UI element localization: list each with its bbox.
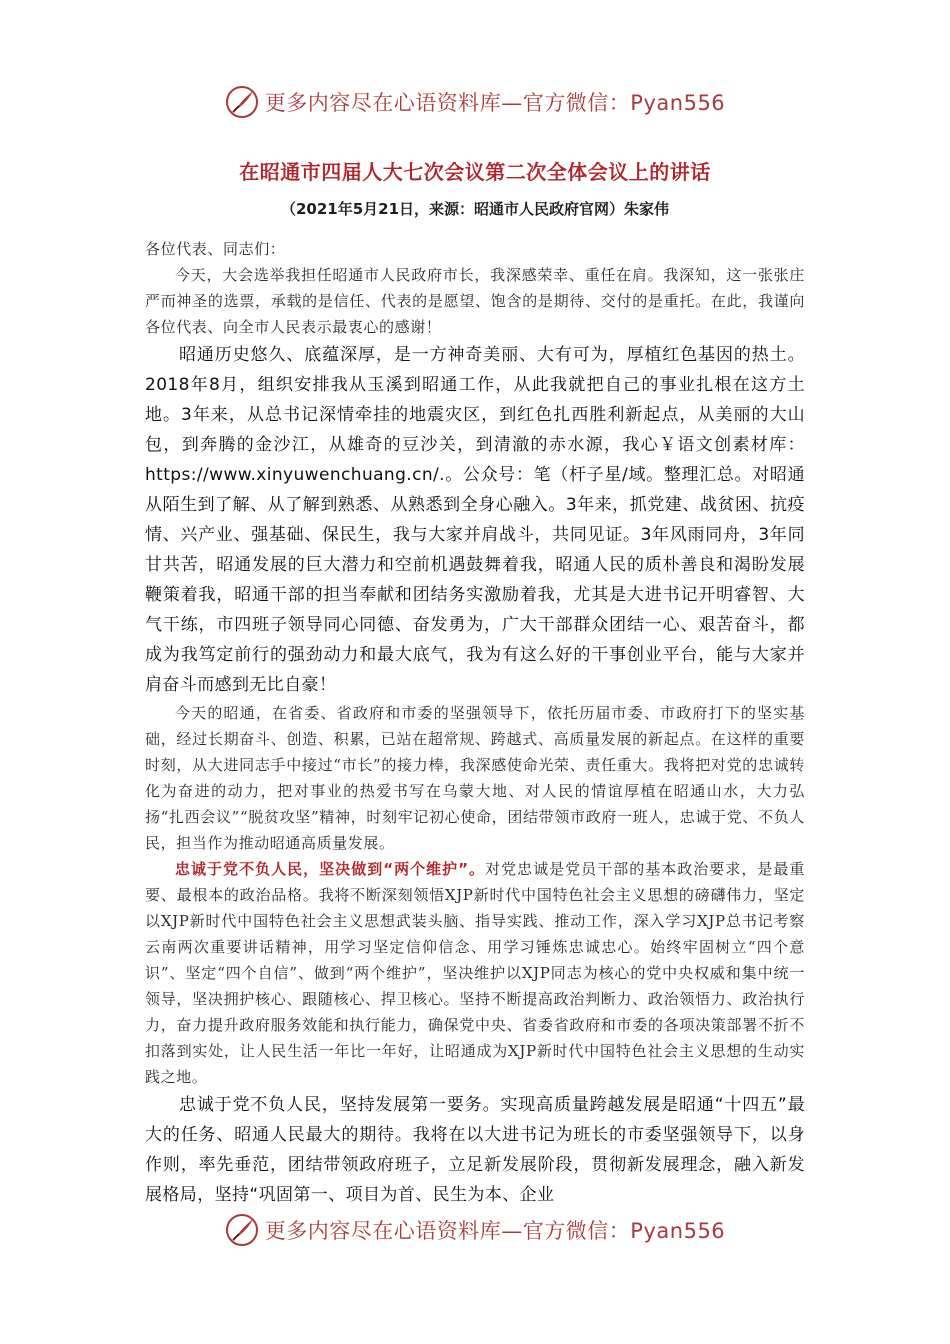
quill-logo-icon — [225, 85, 259, 119]
document-body — [145, 236, 805, 1210]
header-banner — [0, 82, 950, 122]
footer-banner — [0, 1210, 950, 1250]
paragraph-4 — [145, 856, 805, 1090]
paragraph-2: 昭通历史悠久、底蕴深厚，是一方神奇美丽、大有可为，厚植红色基因的热土。2018年8月，组织安排我从玉溪到昭通工作，从此我就把自己的事业扎根在这方土地。3年来，从总书记深情牵挂的地震灾区，到红色扎西胜利新起点，从美丽的大山包，到奔腾的金沙江，从雄奇的豆沙关，到清澈的赤水源，我心￥语文创素材库：https://www.xinyuwenchuang.cn/.。公众号：笔（杆子星/域。整理汇总。对昭通从陌生到了解、从了解到熟悉、从熟悉到全身心融入。3年来，抓党建、战贫困、抗疫情、兴产业、强基础、保民生，我与大家并肩战斗，共同见证。3年风雨同舟，3年同甘共苦，昭通发展的巨大潜力和空前机遇鼓舞着我，昭通人民的质朴善良和渴盼发展鞭策着我，昭通干部的担当奉献和团结务实激励着我，尤其是大进书记开明睿智、大气干练，市四班子领导同心同德、奋发勇为，广大干部群众团结一心、艰苦奋斗，都成为我笃定前行的强劲动力和最大底气，我为有这么好的干事创业平台，能与大家并肩奋斗而感到无比自豪！ — [145, 345, 805, 695]
paragraph-5: 忠诚于党不负人民，坚持发展第一要务。实现高质量跨越发展是昭通“十四五”最大的任务、昭通人民最大的期待。我将在以大进书记为班长的市委坚强领导下，以身作则，率先垂范，团结带领政府班子，立足新发展阶段，贯彻新发展理念，融入新发展格局，坚持“巩固第一、项目为首、民生为本、企业 — [145, 1095, 805, 1205]
paragraph-4-heading: 忠诚于党不负人民，坚决做到“两个维护”。 — [175, 860, 486, 878]
paragraph-1: 今天，大会选举我担任昭通市人民政府市长，我深感荣幸、重任在肩。我深知，这一张张庄严而神圣的选票，承载的是信任、代表的是愿望、饱含的是期待、交付的是重托。在此，我谨向各位代表、向全市人民表示最衷心的感谢！ — [145, 266, 805, 336]
paragraph-4-text: 对党忠诚是党员干部的基本政治要求，是最重要、最根本的政治品格。我将不断深刻领悟XJP新时代中国特色社会主义思想的磅礴伟力，坚定以XJP新时代中国特色社会主义思想武装头脑、指导实践、推动工作，深入学习XJP总书记考察云南两次重要讲话精神，用学习坚定信仰信念、用学习锤炼忠诚忠心。始终牢固树立“四个意识”、坚定“四个自信”、做到“两个维护”，坚决维护以XJP同志为核心的党中央权威和集中统一领导，坚决拥护核心、跟随核心、捍卫核心。坚持不断提高政治判断力、政治领悟力、政治执行力，奋力提升政府服务效能和执行能力，确保党中央、省委省政府和市委的各项决策部署不折不扣落到实处，让人民生活一年比一年好，让昭通成为XJP新时代中国特色社会主义思想的生动实践之地。 — [145, 860, 805, 1086]
header-banner-text: 更多内容尽在心语资料库—官方微信：Pyan556 — [264, 91, 726, 115]
salutation: 各位代表、同志们： — [145, 240, 286, 258]
footer-banner-text: 更多内容尽在心语资料库—官方微信：Pyan556 — [264, 1219, 726, 1243]
quill-logo-icon — [225, 1213, 259, 1247]
page-subtitle: （2021年5月21日，来源：昭通市人民政府官网）朱家伟 — [280, 200, 670, 218]
page-title: 在昭通市四届人大七次会议第二次全体会议上的讲话 — [239, 160, 711, 184]
paragraph-3: 今天的昭通，在省委、省政府和市委的坚强领导下，依托历届市委、市政府打下的坚实基础，经过长期奋斗、创造、积累，已站在超常规、跨越式、高质量发展的新起点。在这样的重要时刻，从大进同志手中接过“市长”的接力棒，我深感使命光荣、责任重大。我将把对党的忠诚转化为奋进的动力，把对事业的热爱书写在乌蒙大地、对人民的情谊厚植在昭通山水，大力弘扬“扎西会议”“脱贫攻坚”精神，时刻牢记初心使命，团结带领市政府一班人，忠诚于党、不负人民，担当作为推动昭通高质量发展。 — [145, 704, 805, 852]
